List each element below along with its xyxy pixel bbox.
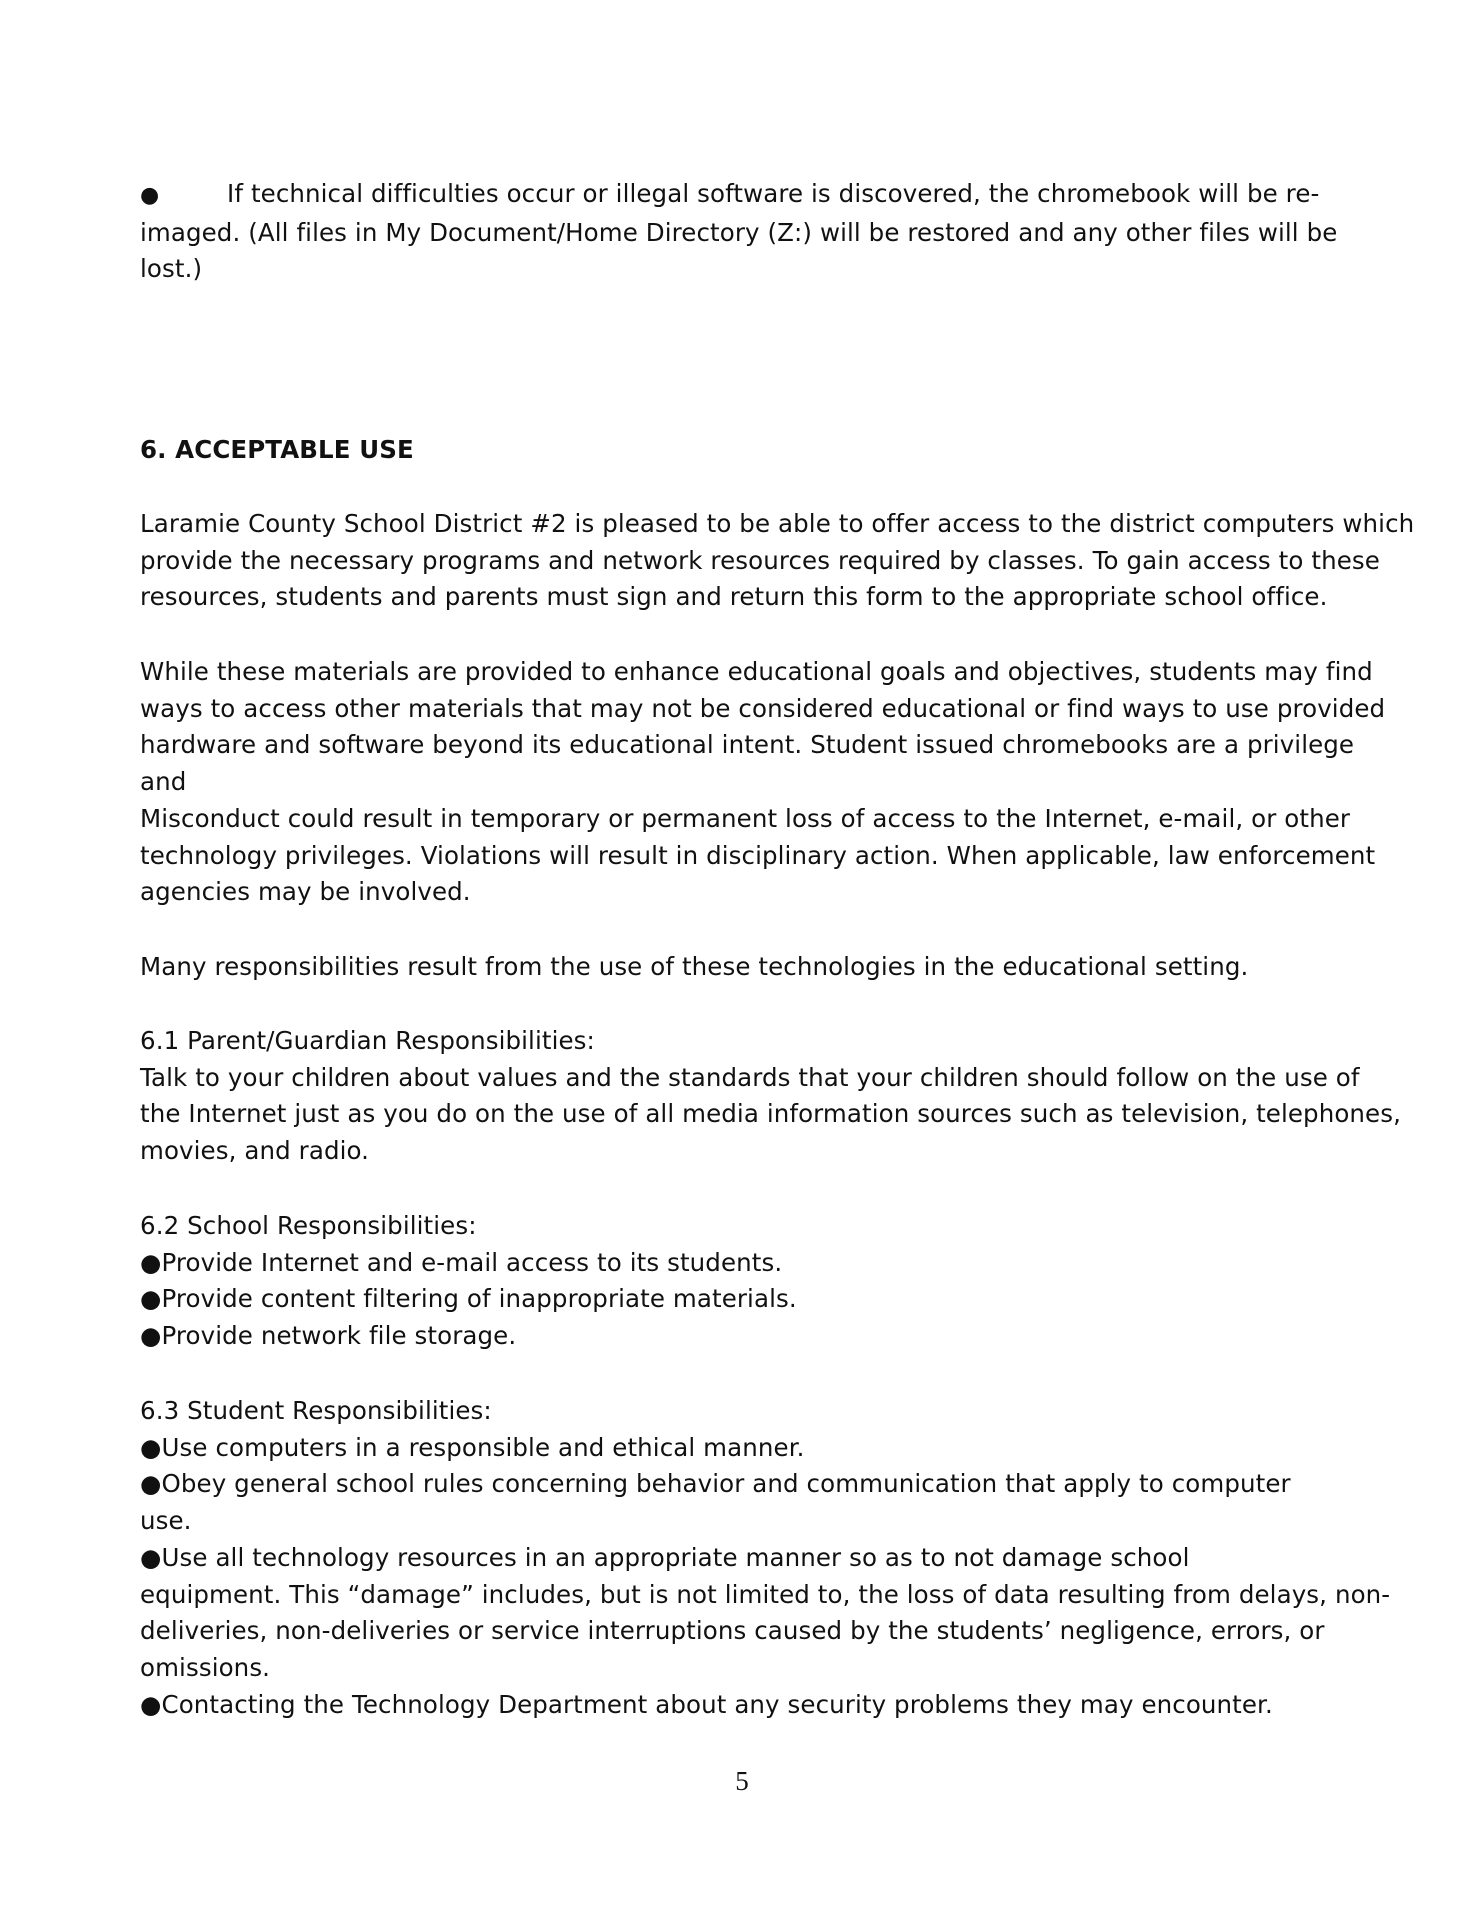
list-item: ●Use computers in a responsible and ethical manner. [140, 1432, 805, 1462]
list-item: ●Provide content filtering of inappropriate materials. [140, 1284, 797, 1314]
paragraph-line: resources, students and parents must sign and return this form to the appropriate school office. [140, 582, 1328, 612]
bullet-icon: ● [140, 1432, 162, 1462]
paragraph-line: Laramie County School District #2 is pleased to be able to offer access to the district computers which [140, 509, 1415, 538]
intro-paragraph [140, 506, 1415, 616]
bullet-icon: ● [140, 1469, 162, 1499]
list-item-continuation: use. [140, 1506, 192, 1536]
list-item: ●Obey general school rules concerning behavior and communication that apply to computer [140, 1469, 1291, 1499]
section-heading: 6. ACCEPTABLE USE [140, 435, 414, 464]
paragraph-line: the Internet just as you do on the use of all media information sources such as television, telephones, [140, 1099, 1401, 1129]
subsection-title: 6.2 School Responsibilities: [140, 1211, 477, 1240]
paragraph-line: technology privileges. Violations will result in disciplinary action. When applicable, law enforcement [140, 840, 1376, 870]
subsection-title: 6.3 Student Responsibilities: [140, 1396, 492, 1425]
student-responsibilities [140, 1393, 1391, 1723]
paragraph-line: hardware and software beyond its educational intent. Student issued chromebooks are a privilege [140, 730, 1355, 760]
list-item: ●Provide network file storage. [140, 1321, 517, 1351]
paragraph-line: Misconduct could result in temporary or permanent loss of access to the Internet, e-mail, or other [140, 803, 1351, 833]
reimage-text-line: lost.) [140, 254, 203, 284]
paragraph-line: Talk to your children about values and the standards that your children should follow on the use of [140, 1062, 1360, 1092]
reimage-bullet [140, 176, 1360, 288]
bullet-icon: ● [140, 183, 160, 208]
list-item-continuation: deliveries, non-deliveries or service interruptions caused by the students’ negligence, errors, or [140, 1616, 1325, 1646]
reimage-text-line: If technical difficulties occur or illegal software is discovered, the chromebook will be re- [227, 179, 1320, 208]
responsibilities-intro: Many responsibilities result from the use of these technologies in the educational setting. [140, 952, 1249, 981]
page-number: 5 [735, 1766, 749, 1796]
subsection-title: 6.1 Parent/Guardian Responsibilities: [140, 1026, 595, 1055]
paragraph-line: movies, and radio. [140, 1136, 370, 1166]
misconduct-paragraph [140, 654, 1386, 911]
bullet-icon: ● [140, 1542, 162, 1572]
paragraph-line: While these materials are provided to enhance educational goals and objectives, students may find [140, 657, 1373, 686]
list-item: ●Contacting the Technology Department about any security problems they may encounter. [140, 1689, 1273, 1719]
paragraph-line: provide the necessary programs and network resources required by classes. To gain access to these [140, 545, 1380, 575]
list-item-continuation: equipment. This “damage” includes, but is not limited to, the loss of data resulting from delays, non- [140, 1579, 1391, 1609]
bullet-icon: ● [140, 1689, 162, 1719]
school-responsibilities [140, 1208, 1360, 1355]
list-item-continuation: omissions. [140, 1652, 271, 1682]
list-item: ●Provide Internet and e-mail access to its students. [140, 1247, 783, 1277]
bullet-icon: ● [140, 1321, 162, 1351]
reimage-text-line: imaged. (All files in My Document/Home Directory (Z:) will be restored and any other files will be [140, 217, 1338, 247]
list-item: ●Use all technology resources in an appropriate manner so as to not damage school [140, 1542, 1190, 1572]
paragraph-line: ways to access other materials that may not be considered educational or find ways to use provided [140, 693, 1386, 723]
paragraph-line: agencies may be involved. [140, 877, 471, 907]
bullet-icon: ● [140, 1247, 162, 1277]
bullet-icon: ● [140, 1284, 162, 1314]
parent-responsibilities [140, 1023, 1401, 1170]
paragraph-line: and [140, 767, 187, 797]
